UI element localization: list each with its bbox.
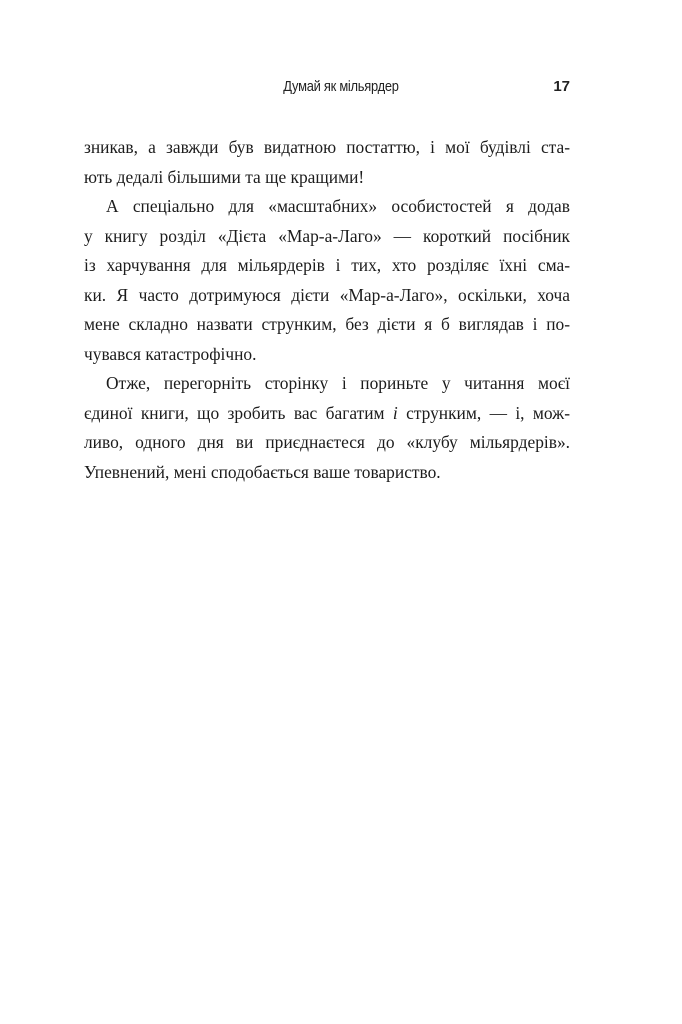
- text-line: із харчування для мільярдерів і тих, хто розділяє їхні сма-: [84, 255, 570, 275]
- text-line: зникав, а завжди був видатною постаттю, і мої будівлі ста-: [84, 137, 570, 157]
- text-line: Упевнений, мені сподобається ваше товариство.: [84, 461, 441, 482]
- text-line-with-italic: [84, 399, 570, 429]
- text-line: ють дедалі більшими та ще кращими!: [84, 166, 365, 187]
- running-title: Думай як мільярдер: [283, 78, 399, 95]
- running-head: [112, 78, 570, 102]
- text-line: ки. Я часто дотримуюся дієти «Мар-а-Лаго», оскільки, хоча: [84, 284, 570, 305]
- text-line: чувався катастрофічно.: [84, 343, 257, 364]
- text-line: ливо, одного дня ви приєднаєтеся до «клубу мільярдерів».: [84, 432, 570, 452]
- text-line: у книгу розділ «Дієта «Мар-а-Лаго» — короткий посібник: [84, 225, 570, 246]
- text-line: мене складно назвати струнким, без дієти я б виглядав і по-: [84, 314, 570, 334]
- page-number: 17: [553, 78, 570, 95]
- paragraph-first-line: Отже, перегорніть сторінку і пориньте у читання моєї: [106, 373, 570, 393]
- body-text: [84, 133, 570, 487]
- text-run: єдиної книги, що зробить вас багатим: [84, 402, 393, 423]
- italic-word: і: [392, 402, 398, 423]
- paragraph-first-line: А спеціально для «масштабних» особистостей я додав: [106, 196, 570, 216]
- text-run: струнким, — і, мож-: [397, 402, 570, 423]
